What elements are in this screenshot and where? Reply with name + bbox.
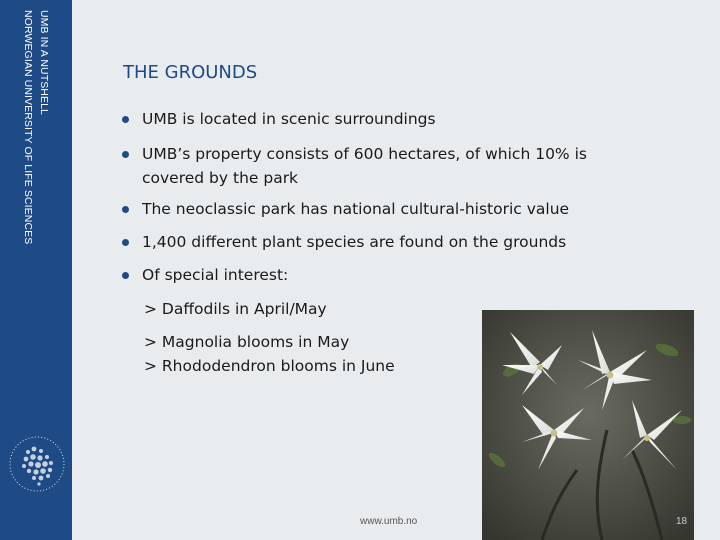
sidebar-section-label: UMB IN A NUTSHELL (38, 10, 50, 115)
slide-title: THE GROUNDS (123, 62, 258, 83)
bullet-text: UMB is located in scenic surroundings (142, 110, 436, 128)
sidebar-university-name: NORWEGIAN UNIVERSITY OF LIFE SCIENCES (22, 10, 34, 245)
bullet-dot-icon (122, 116, 129, 123)
bullet-text: UMB’s property consists of 600 hectares, of which 10% is (142, 145, 587, 163)
magnolia-photo (482, 310, 694, 540)
subitem-daffodils: > Daffodils in April/May (144, 300, 327, 318)
bullet-text: Of special interest: (142, 266, 289, 284)
umb-logo-icon (8, 432, 66, 496)
bullet-text-continued: covered by the park (142, 169, 299, 187)
sidebar (0, 0, 72, 540)
bullet-dot-icon (122, 206, 129, 213)
bullet-dot-icon (122, 272, 129, 279)
footer-url: www.umb.no (360, 516, 418, 527)
bullet-text: 1,400 different plant species are found on the grounds (142, 233, 567, 251)
magnolia-flower-icon (482, 310, 694, 540)
subitem-rhododendron: > Rhododendron blooms in June (144, 357, 395, 375)
page-number: 18 (676, 516, 688, 527)
subitem-magnolia: > Magnolia blooms in May (144, 333, 350, 351)
bullet-dot-icon (122, 239, 129, 246)
bullet-dot-icon (122, 151, 129, 158)
bullet-text: The neoclassic park has national cultural-historic value (142, 200, 570, 218)
